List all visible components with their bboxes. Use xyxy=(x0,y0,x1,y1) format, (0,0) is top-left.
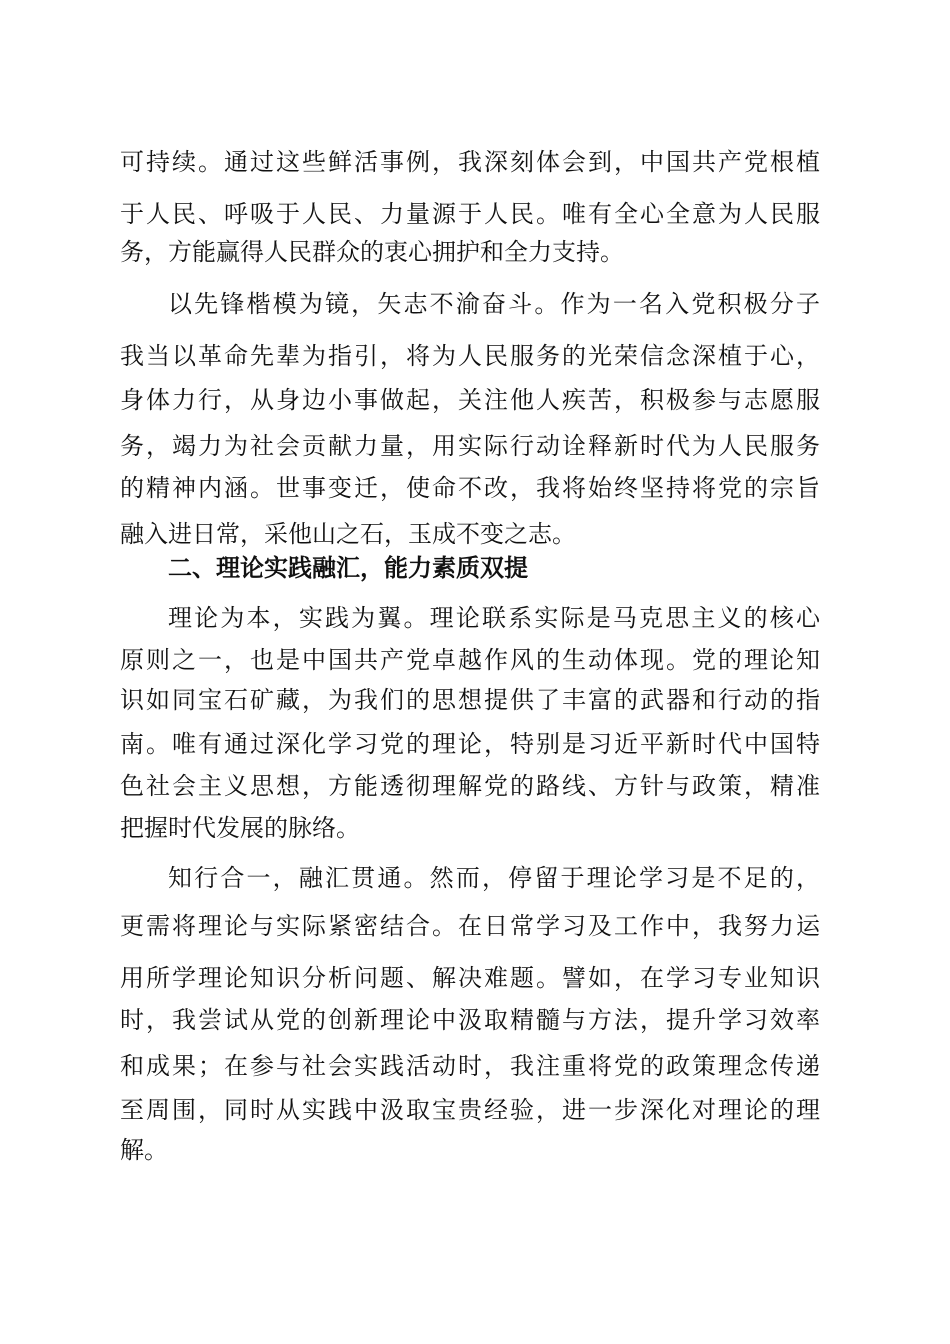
paragraph-2-line-4: 务，竭力为社会贡献力量，用实际行动诠释新时代为人民服务 xyxy=(120,432,820,460)
document-body xyxy=(120,0,820,1344)
paragraph-4-line-7: 解。 xyxy=(120,1136,168,1164)
paragraph-2-line-6: 融入进日常，采他山之石，玉成不变之志。 xyxy=(120,520,576,548)
paragraph-3-line-6: 把握时代发展的脉络。 xyxy=(120,814,360,842)
paragraph-4-line-3: 用所学理论知识分析问题、解决难题。譬如，在学习专业知识 xyxy=(120,964,820,992)
paragraph-3-line-2: 原则之一，也是中国共产党卓越作风的生动体现。党的理论知 xyxy=(120,646,820,674)
paragraph-4-line-6: 至周围，同时从实践中汲取宝贵经验，进一步深化对理论的理 xyxy=(120,1096,820,1124)
paragraph-1-line-2: 于人民、呼吸于人民、力量源于人民。唯有全心全意为人民服 xyxy=(120,200,820,228)
paragraph-4-line-4: 时，我尝试从党的创新理论中汲取精髓与方法，提升学习效率 xyxy=(120,1006,820,1034)
paragraph-3-line-4: 南。唯有通过深化学习党的理论，特别是习近平新时代中国特 xyxy=(120,730,820,758)
paragraph-2-line-2: 我当以革命先辈为指引，将为人民服务的光荣信念深植于心， xyxy=(120,342,820,370)
paragraph-4-line-1: 知行合一，融汇贯通。然而，停留于理论学习是不足的， xyxy=(168,864,820,892)
paragraph-4-line-2: 更需将理论与实际紧密结合。在日常学习及工作中，我努力运 xyxy=(120,912,820,940)
paragraph-3-line-5: 色社会主义思想，方能透彻理解党的路线、方针与政策，精准 xyxy=(120,772,820,800)
paragraph-2-line-5: 的精神内涵。世事变迁，使命不改，我将始终坚持将党的宗旨 xyxy=(120,474,820,502)
paragraph-2-line-3: 身体力行，从身边小事做起，关注他人疾苦，积极参与志愿服 xyxy=(120,386,820,414)
paragraph-3-line-1: 理论为本，实践为翼。理论联系实际是马克思主义的核心 xyxy=(168,604,820,632)
paragraph-1-line-1: 可持续。通过这些鲜活事例，我深刻体会到，中国共产党根植 xyxy=(120,148,820,176)
paragraph-1-line-3: 务，方能赢得人民群众的衷心拥护和全力支持。 xyxy=(120,238,624,266)
section-heading: 二、理论实践融汇，能力素质双提 xyxy=(168,554,528,582)
paragraph-2-line-1: 以先锋楷模为镜，矢志不渝奋斗。作为一名入党积极分子 xyxy=(168,290,820,318)
paragraph-3-line-3: 识如同宝石矿藏，为我们的思想提供了丰富的武器和行动的指 xyxy=(120,686,820,714)
paragraph-4-line-5: 和成果；在参与社会实践活动时，我注重将党的政策理念传递 xyxy=(120,1052,820,1080)
